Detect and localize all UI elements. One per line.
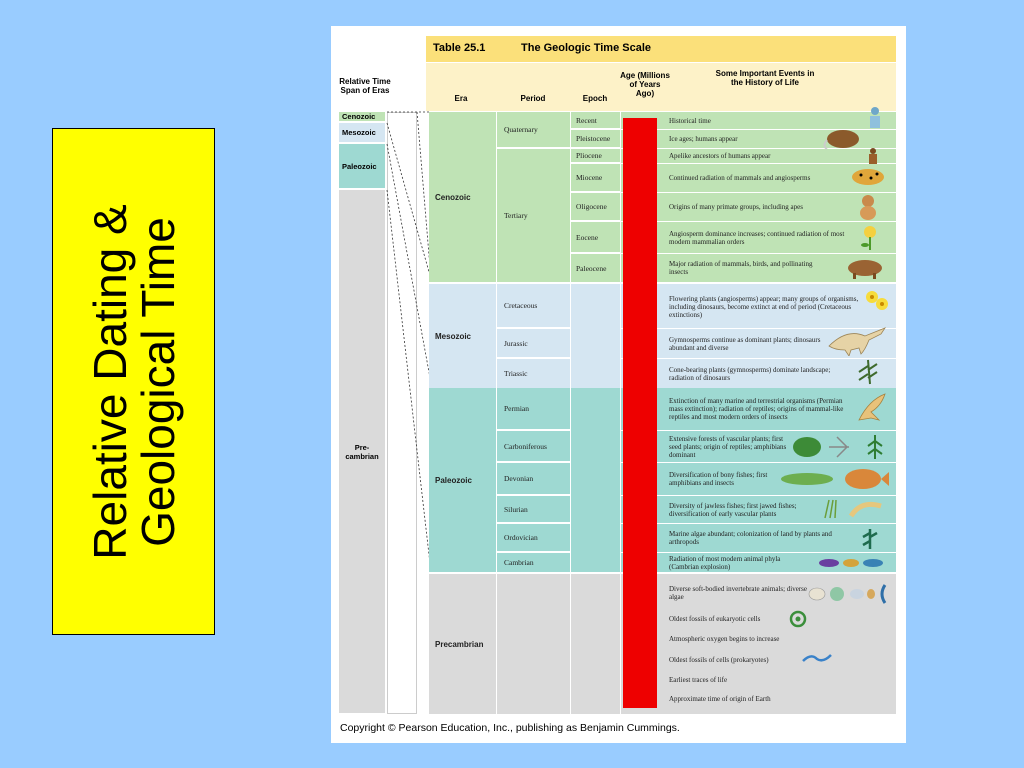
jawless-fish-icon bbox=[821, 496, 889, 522]
event-cambrian-explosion: Radiation of most modern animal phyla (Cambrian explosion) bbox=[669, 554, 781, 571]
period-tertiary: Tertiary bbox=[497, 149, 570, 282]
event-soft-bodied-invertebrates: Diverse soft-bodied invertebrate animals; diverse algae bbox=[669, 585, 808, 601]
event-flowering-plants: Flowering plants (angiosperms) appear; many groups of organisms, including dinosaurs, become extinct at end of period (Cretaceous extinctions) bbox=[669, 295, 859, 319]
prokaryote-icon bbox=[801, 651, 833, 665]
event-prokaryote-fossils: Oldest fossils of cells (prokaryotes) bbox=[669, 656, 769, 664]
col-header-era: Era bbox=[454, 94, 468, 103]
epoch-precambrian-blank bbox=[571, 574, 620, 714]
slide-title-line-1: Relative Dating & bbox=[83, 203, 136, 560]
mammal-icon bbox=[843, 256, 887, 280]
era-paleozoic: Paleozoic bbox=[429, 388, 496, 572]
epoch-recent: Recent bbox=[571, 112, 620, 129]
period-ordovician: Ordovician bbox=[497, 524, 570, 552]
period-silurian: Silurian bbox=[497, 496, 570, 523]
cambrian-animals-icon bbox=[817, 554, 889, 572]
col-header-period: Period bbox=[520, 94, 546, 103]
event-jawless-fishes: Diversity of jawless fishes; first jawed fishes; diversification of early vascular plants bbox=[669, 501, 797, 518]
period-cretaceous: Cretaceous bbox=[497, 284, 570, 328]
epoch-eocene: Eocene bbox=[571, 222, 620, 253]
carboniferous-plants-icon bbox=[791, 433, 891, 461]
big-cat-icon bbox=[849, 164, 887, 190]
angiosperm-flower-icon bbox=[863, 288, 891, 314]
dinosaur-icon bbox=[825, 322, 891, 356]
conifer-icon bbox=[855, 358, 881, 386]
event-historical-time: Historical time bbox=[669, 116, 711, 125]
epoch-paleozoic-blank bbox=[571, 388, 620, 572]
period-carboniferous: Carboniferous bbox=[497, 431, 570, 462]
invertebrates-icon bbox=[807, 582, 891, 606]
col-header-epoch: Epoch bbox=[582, 94, 608, 103]
mammoth-icon bbox=[821, 128, 863, 150]
human-figure-icon bbox=[865, 106, 885, 130]
eukaryotic-cell-icon bbox=[789, 610, 807, 628]
col-header-span: Relative Time Span of Eras bbox=[339, 77, 391, 95]
event-apelike-ancestors: Apelike ancestors of humans appear bbox=[669, 152, 771, 160]
epoch-paleocene: Paleocene bbox=[571, 254, 620, 282]
event-eukaryotic-cells: Oldest fossils of eukaryotic cells bbox=[669, 615, 761, 623]
col-header-events: Some Important Events in the History of Life bbox=[715, 69, 815, 87]
epoch-pliocene: Pliocene bbox=[571, 149, 620, 163]
period-jurassic: Jurassic bbox=[497, 329, 570, 358]
span-cenozoic: Cenozoic bbox=[339, 112, 385, 122]
period-precambrian-blank bbox=[497, 574, 570, 714]
event-angiosperm-dominance: Angiosperm dominance increases; continued radiation of most modern mammalian orders bbox=[669, 229, 845, 246]
epoch-pleistocene: Pleistocene bbox=[571, 130, 620, 148]
event-ice-ages: Ice ages; humans appear bbox=[669, 135, 738, 143]
event-gymnosperms-dominant: Gymnosperms continue as dominant plants; dinosaurs abundant and diverse bbox=[669, 335, 821, 352]
slide-title bbox=[83, 132, 184, 632]
span-connector-lines bbox=[385, 110, 435, 590]
event-permian-extinction: Extinction of many marine and terrestrial organisms (Permian mass extinction); radiation of reptiles; origins of mammal-like reptiles and most modern orders of insects bbox=[669, 397, 844, 421]
age-bar bbox=[623, 118, 657, 708]
period-quaternary: Quaternary bbox=[497, 112, 570, 148]
span-mesozoic: Mesozoic bbox=[339, 123, 385, 143]
era-precambrian: Precambrian bbox=[429, 574, 496, 714]
flower-icon bbox=[859, 224, 881, 252]
epoch-oligocene: Oligocene bbox=[571, 193, 620, 221]
event-cone-bearing-plants: Cone-bearing plants (gymnosperms) dominate landscape; radiation of dinosaurs bbox=[669, 365, 831, 382]
epoch-miocene: Miocene bbox=[571, 164, 620, 192]
event-marine-algae: Marine algae abundant; colonization of land by plants and arthropods bbox=[669, 530, 832, 546]
era-cenozoic: Cenozoic bbox=[429, 112, 496, 282]
primate-icon bbox=[855, 193, 881, 221]
slide-title-line-2: Geological Time bbox=[131, 216, 184, 547]
period-triassic: Triassic bbox=[497, 359, 570, 388]
epoch-mesozoic-blank bbox=[571, 284, 620, 388]
span-paleozoic: Paleozoic bbox=[339, 144, 385, 189]
table-number: Table 25.1 bbox=[433, 42, 486, 54]
event-earliest-life: Earliest traces of life bbox=[669, 676, 728, 684]
table-title: The Geologic Time Scale bbox=[521, 42, 652, 54]
event-vascular-forests: Extensive forests of vascular plants; first seed plants; origin of reptiles; amphibians dominant bbox=[669, 434, 787, 459]
reptile-icon bbox=[855, 390, 889, 426]
col-header-age: Age (Millions of Years Ago) bbox=[620, 71, 670, 98]
copyright-notice: Copyright © Pearson Education, Inc., publishing as Benjamin Cummings. bbox=[340, 722, 680, 734]
event-bony-fishes: Diversification of bony fishes; first amphibians and insects bbox=[669, 471, 768, 487]
span-precambrian: Pre-cambrian bbox=[339, 190, 385, 714]
table-title-bar bbox=[426, 36, 896, 62]
event-mammal-radiation: Continued radiation of mammals and angiosperms bbox=[669, 174, 811, 182]
era-mesozoic: Mesozoic bbox=[429, 284, 496, 388]
period-devonian: Devonian bbox=[497, 463, 570, 495]
event-primate-origins: Origins of many primate groups, including apes bbox=[669, 203, 803, 211]
event-atmospheric-oxygen: Atmospheric oxygen begins to increase bbox=[669, 635, 780, 643]
fishes-icon bbox=[777, 466, 889, 492]
period-permian: Permian bbox=[497, 388, 570, 430]
algae-icon bbox=[857, 525, 883, 551]
ape-ancestor-icon bbox=[865, 147, 881, 165]
geologic-time-scale-figure bbox=[331, 26, 906, 743]
event-major-radiation: Major radiation of mammals, birds, and pollinating insects bbox=[669, 260, 813, 276]
event-earth-origin: Approximate time of origin of Earth bbox=[669, 695, 771, 703]
period-cambrian: Cambrian bbox=[497, 553, 570, 572]
slide-title-box bbox=[52, 128, 215, 635]
